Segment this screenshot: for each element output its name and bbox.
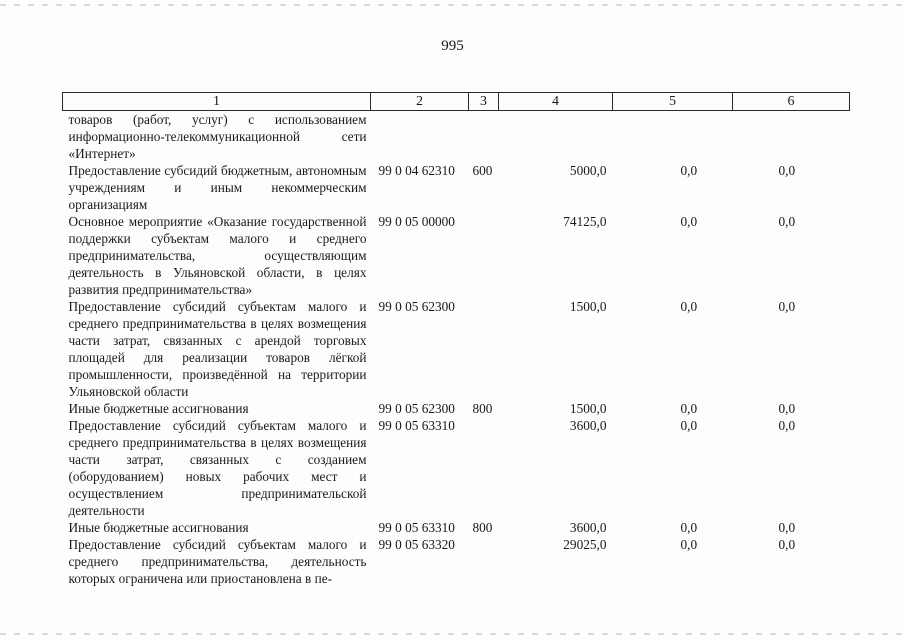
row-sum: 1500,0 [569, 299, 607, 314]
row-name: Иные бюджетные ассигнования [68, 520, 249, 535]
table-header-row [63, 93, 850, 111]
header-col-2: 2 [371, 93, 469, 111]
row-sum: 29025,0 [563, 537, 607, 552]
row-code: 99 0 05 63320 [378, 537, 455, 552]
row-col5: 0,0 [680, 418, 698, 433]
scan-edge-top [0, 4, 905, 6]
header-col-1: 1 [63, 93, 371, 111]
row-code: 99 0 05 62300 [378, 299, 455, 314]
row-code: 99 0 05 00000 [378, 214, 455, 229]
page-number: 995 [441, 38, 464, 54]
scan-edge-bottom [0, 633, 905, 635]
row-vr [469, 111, 499, 163]
row-name: Предоставление субсидий субъектам малого и среднего предпринимательства в целях возмещения части затрат, связанных с арендой торговых площадей для реализации товаров лёгкой промышленности, произведённой на территории Ульяновской области [68, 299, 367, 399]
row-vr: 800 [472, 401, 493, 416]
row-vr: 600 [472, 163, 493, 178]
row-vr [469, 417, 499, 519]
row-sum: 1500,0 [569, 401, 607, 416]
row-col5: 0,0 [680, 299, 698, 314]
table-row [63, 536, 850, 587]
row-col6: 0,0 [778, 418, 796, 433]
row-name: Предоставление субсидий субъектам малого и среднего предпринимательства в целях возмещения части затрат, связанных с созданием (оборудованием) новых рабочих мест и осуществлением предпринимательской деятельности [68, 418, 367, 518]
row-vr [469, 536, 499, 587]
row-col5 [613, 111, 733, 163]
row-col5: 0,0 [680, 537, 698, 552]
table-row [63, 213, 850, 298]
table-row [63, 298, 850, 400]
row-col6: 0,0 [778, 401, 796, 416]
row-col6: 0,0 [778, 537, 796, 552]
row-code [371, 111, 469, 163]
row-code: 99 0 05 63310 [378, 520, 455, 535]
row-sum: 3600,0 [569, 520, 607, 535]
row-sum [499, 111, 613, 163]
row-col6: 0,0 [778, 299, 796, 314]
row-code: 99 0 05 63310 [378, 418, 455, 433]
row-sum: 74125,0 [563, 214, 607, 229]
row-code: 99 0 04 62310 [378, 163, 455, 178]
table-row [63, 519, 850, 536]
row-name: Основное мероприятие «Оказание государственной поддержки субъектам малого и среднего предпринимательства, осуществляющим деятельность в Ульяновской области, в целях развития предпринимательства» [68, 214, 367, 297]
budget-table [62, 92, 850, 587]
table-row [63, 417, 850, 519]
row-code: 99 0 05 62300 [378, 401, 455, 416]
row-col6: 0,0 [778, 520, 796, 535]
header-col-4: 4 [499, 93, 613, 111]
table-row [63, 111, 850, 163]
row-col5: 0,0 [680, 520, 698, 535]
row-col6: 0,0 [778, 163, 796, 178]
row-col5: 0,0 [680, 163, 698, 178]
row-vr: 800 [472, 520, 493, 535]
table-row [63, 400, 850, 417]
row-vr [469, 298, 499, 400]
row-col6 [733, 111, 850, 163]
row-name: Предоставление субсидий субъектам малого и среднего предпринимательства, деятельность которых ограничена или приостановлена в пе- [68, 537, 367, 586]
header-col-3: 3 [469, 93, 499, 111]
row-name: товаров (работ, услуг) с использованием информационно-телекоммуникационной сети «Интернет» [68, 112, 367, 161]
header-col-5: 5 [613, 93, 733, 111]
header-col-6: 6 [733, 93, 850, 111]
row-sum: 3600,0 [569, 418, 607, 433]
row-name: Иные бюджетные ассигнования [68, 401, 249, 416]
row-name: Предоставление субсидий бюджетным, автономным учреждениям и иным некоммерческим организациям [68, 163, 367, 212]
row-vr [469, 213, 499, 298]
row-sum: 5000,0 [569, 163, 607, 178]
row-col5: 0,0 [680, 401, 698, 416]
row-col5: 0,0 [680, 214, 698, 229]
table-row [63, 162, 850, 213]
row-col6: 0,0 [778, 214, 796, 229]
